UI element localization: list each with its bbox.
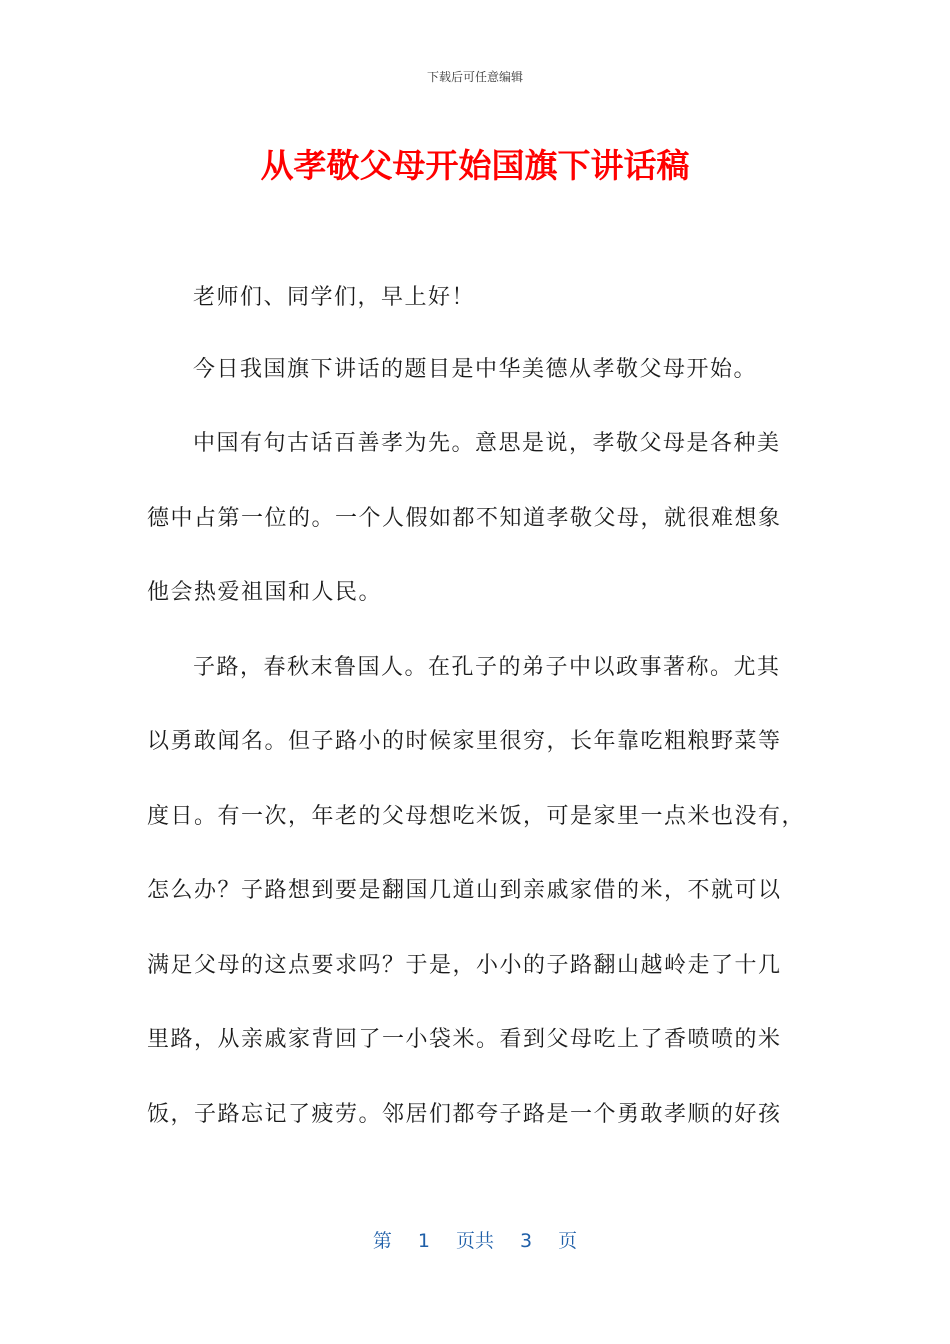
footer-middle: 页共 <box>455 1230 494 1252</box>
document-title: 从孝敬父母开始国旗下讲话稿 <box>260 146 690 185</box>
footer-suffix: 页 <box>558 1230 578 1252</box>
footer-page-number: 1 <box>417 1230 430 1252</box>
page-footer <box>0 1226 950 1253</box>
header-note: 下载后可任意编辑 <box>426 70 523 84</box>
paragraph-line: 他会热爱祖国和人民。 <box>147 580 383 605</box>
paragraph-line: 德中占第一位的。一个人假如都不知道孝敬父母，就很难想象 <box>147 506 782 531</box>
paragraph-line: 满足父母的这点要求吗？于是，小小的子路翻山越岭走了十几 <box>147 953 782 978</box>
paragraph-line: 度日。有一次，年老的父母想吃米饭，可是家里一点米也没有， <box>147 804 806 829</box>
paragraph-line: 饭，子路忘记了疲劳。邻居们都夸子路是一个勇敢孝顺的好孩 <box>147 1102 782 1127</box>
paragraph-line: 老师们、同学们，早上好！ <box>193 285 476 310</box>
paragraph-line: 今日我国旗下讲话的题目是中华美德从孝敬父母开始。 <box>193 357 758 382</box>
paragraph-line: 以勇敢闻名。但子路小的时候家里很穷，长年靠吃粗粮野菜等 <box>147 729 782 754</box>
paragraph-line: 子路，春秋末鲁国人。在孔子的弟子中以政事著称。尤其 <box>193 655 781 680</box>
paragraph-line: 里路，从亲戚家背回了一小袋米。看到父母吃上了香喷喷的米 <box>147 1027 782 1052</box>
footer-prefix: 第 <box>372 1230 392 1252</box>
footer-total-pages: 3 <box>520 1230 533 1252</box>
paragraph-line: 怎么办？子路想到要是翻国几道山到亲戚家借的米，不就可以 <box>147 878 782 903</box>
paragraph-line: 中国有句古话百善孝为先。意思是说，孝敬父母是各种美 <box>193 431 781 456</box>
